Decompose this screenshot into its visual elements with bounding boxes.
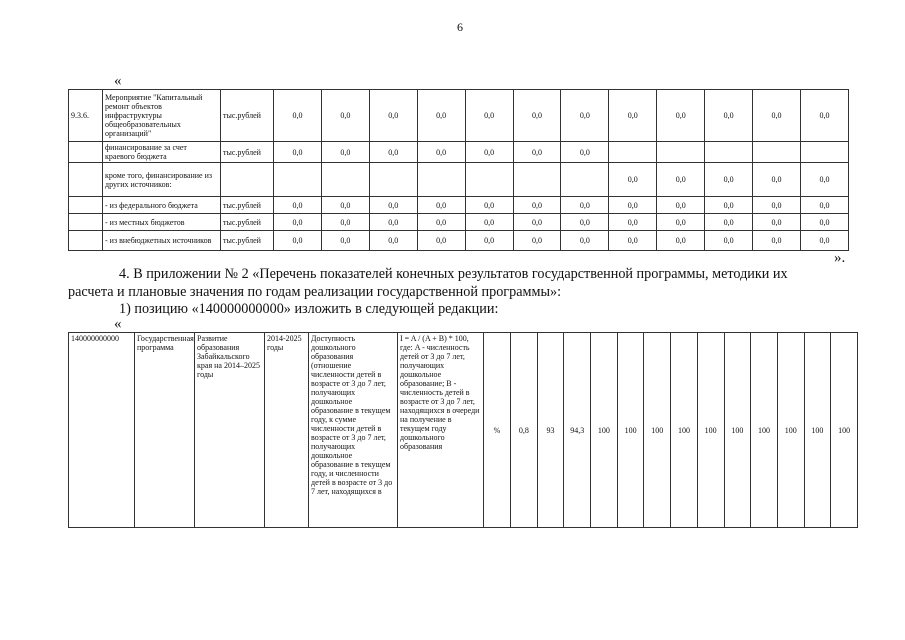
row-value: 0,0 [513, 197, 561, 214]
row-unit: тыс.рублей [221, 197, 274, 214]
program-period: 2014-2025 годы [265, 333, 309, 528]
row-value: 0,0 [417, 90, 465, 142]
open-quote-1: « [114, 73, 122, 89]
row-value: 0,0 [369, 142, 417, 163]
indicator-value: 100 [644, 333, 671, 528]
row-value: 0,0 [321, 231, 369, 251]
row-value: 0,0 [561, 142, 609, 163]
row-value: 0,0 [561, 214, 609, 231]
row-value [705, 142, 753, 163]
row-code [69, 214, 103, 231]
row-value: 0,0 [705, 197, 753, 214]
row-value: 0,0 [465, 214, 513, 231]
indicator-table [68, 332, 858, 528]
row-value [753, 142, 801, 163]
indicator-description: Доступность дошкольного образования (отношение численности детей в возрасте от 3 до 7 лет, получающих дошкольное образование в текущем году, к сумме численности детей в возрасте от 3 до 7 лет, получающих дошкольное образование в текущем году, и численности детей в возрасте от 3 до 7 лет, находящихся в [309, 333, 398, 528]
row-unit: тыс.рублей [221, 90, 274, 142]
paragraph-4-line-1: 4. В приложении № 2 «Перечень показателей конечных результатов государственной программы, методики их [119, 266, 788, 282]
row-value: 0,0 [274, 197, 322, 214]
close-quote: ». [834, 250, 846, 266]
row-value [321, 163, 369, 197]
row-name: - из внебюджетных источников [103, 231, 221, 251]
table-row [69, 163, 849, 197]
row-value: 0,0 [753, 197, 801, 214]
row-value: 0,0 [657, 214, 705, 231]
row-value: 0,0 [800, 214, 848, 231]
indicator-value: 100 [617, 333, 644, 528]
row-value [417, 163, 465, 197]
row-name: Мероприятие "Капитальный ремонт объектов инфраструктуры общеобразовательных организаций" [103, 90, 221, 142]
row-value: 0,0 [705, 214, 753, 231]
row-code: 9.3.6. [69, 90, 103, 142]
paragraph-4-line-2: расчета и плановые значения по годам реализации государственной программы»: [68, 284, 562, 300]
indicator-value: 100 [697, 333, 724, 528]
row-value: 0,0 [369, 231, 417, 251]
indicator-type: Государственная программа [135, 333, 195, 528]
row-value [465, 163, 513, 197]
row-value: 0,0 [417, 197, 465, 214]
row-value: 0,0 [800, 231, 848, 251]
row-value: 0,0 [465, 197, 513, 214]
row-value [657, 142, 705, 163]
table-row [69, 142, 849, 163]
row-value [513, 163, 561, 197]
row-value: 0,0 [513, 214, 561, 231]
row-value: 0,0 [417, 142, 465, 163]
row-value: 0,0 [321, 197, 369, 214]
row-value: 0,0 [657, 90, 705, 142]
row-name: - из федерального бюджета [103, 197, 221, 214]
row-code [69, 163, 103, 197]
row-value: 0,0 [657, 163, 705, 197]
row-value [800, 142, 848, 163]
row-value: 0,0 [369, 197, 417, 214]
indicator-code: 140000000000 [69, 333, 135, 528]
row-value [274, 163, 322, 197]
indicator-value: 100 [671, 333, 698, 528]
row-value: 0,0 [609, 163, 657, 197]
row-value: 0,0 [753, 231, 801, 251]
row-value: 0,0 [417, 214, 465, 231]
row-value: 0,0 [321, 214, 369, 231]
row-value: 0,0 [369, 90, 417, 142]
paragraph-4-line-3: 1) позицию «140000000000» изложить в следующей редакции: [119, 301, 499, 317]
table-row [69, 214, 849, 231]
indicator-value: 100 [831, 333, 858, 528]
row-value: 0,0 [465, 142, 513, 163]
row-value: 0,0 [609, 214, 657, 231]
row-code [69, 142, 103, 163]
funding-table [68, 89, 849, 251]
row-value [609, 142, 657, 163]
row-value: 0,0 [513, 231, 561, 251]
row-value: 0,0 [609, 231, 657, 251]
indicator-unit: % [484, 333, 511, 528]
indicator-formula: I = A / (A + B) * 100, где: A - численность детей от 3 до 7 лет, получающих дошкольное образование; B - численность детей в возрасте от 3 до 7 лет, находящихся в очереди на получение в текущем году дошкольного образования [398, 333, 484, 528]
row-value: 0,0 [800, 197, 848, 214]
row-value: 0,0 [609, 197, 657, 214]
row-unit: тыс.рублей [221, 214, 274, 231]
row-value [369, 163, 417, 197]
row-code [69, 197, 103, 214]
row-name: финансирование за счет краевого бюджета [103, 142, 221, 163]
row-value: 0,0 [800, 90, 848, 142]
indicator-value: 94,3 [564, 333, 591, 528]
indicator-value: 100 [724, 333, 751, 528]
row-value: 0,0 [274, 231, 322, 251]
row-value: 0,0 [705, 231, 753, 251]
row-value: 0,0 [417, 231, 465, 251]
row-value: 0,0 [705, 163, 753, 197]
row-value: 0,0 [369, 214, 417, 231]
row-value: 0,0 [465, 90, 513, 142]
row-value [561, 163, 609, 197]
program-name: Развитие образования Забайкальского края на 2014–2025 годы [195, 333, 265, 528]
row-code [69, 231, 103, 251]
row-value: 0,0 [657, 197, 705, 214]
row-value: 0,0 [513, 90, 561, 142]
row-value: 0,0 [274, 142, 322, 163]
row-value: 0,0 [753, 163, 801, 197]
row-value: 0,0 [753, 214, 801, 231]
row-unit [221, 163, 274, 197]
row-unit: тыс.рублей [221, 142, 274, 163]
row-name: кроме того, финансирование из других источников: [103, 163, 221, 197]
indicator-value: 100 [804, 333, 831, 528]
open-quote-2: « [114, 316, 122, 332]
page-number: 6 [457, 20, 463, 34]
row-value: 0,0 [753, 90, 801, 142]
indicator-value: 93 [537, 333, 564, 528]
row-value: 0,0 [705, 90, 753, 142]
indicator-value: 100 [751, 333, 778, 528]
row-value: 0,0 [274, 90, 322, 142]
row-unit: тыс.рублей [221, 231, 274, 251]
indicator-value: 0,8 [511, 333, 538, 528]
table-row [69, 231, 849, 251]
row-value: 0,0 [561, 197, 609, 214]
indicator-value: 100 [777, 333, 804, 528]
table-row [69, 90, 849, 142]
row-value: 0,0 [561, 90, 609, 142]
row-value: 0,0 [321, 90, 369, 142]
row-value: 0,0 [657, 231, 705, 251]
row-value: 0,0 [465, 231, 513, 251]
table-row [69, 197, 849, 214]
indicator-row [69, 333, 858, 528]
row-value: 0,0 [513, 142, 561, 163]
row-value: 0,0 [561, 231, 609, 251]
row-value: 0,0 [274, 214, 322, 231]
indicator-value: 100 [591, 333, 618, 528]
row-value: 0,0 [800, 163, 848, 197]
row-value: 0,0 [321, 142, 369, 163]
row-name: - из местных бюджетов [103, 214, 221, 231]
row-value: 0,0 [609, 90, 657, 142]
